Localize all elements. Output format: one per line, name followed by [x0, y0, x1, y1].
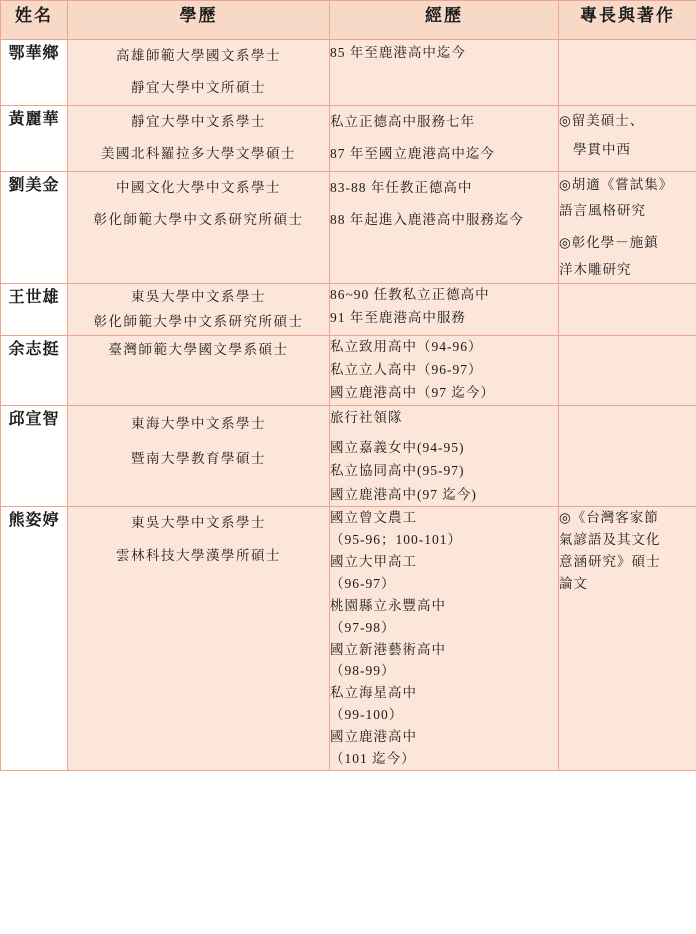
- experience-line: 私立正德高中服務七年: [330, 113, 475, 129]
- education-line: 臺灣師範大學國文學系碩士: [108, 342, 289, 358]
- cell-education: [68, 105, 330, 171]
- table-row: [1, 171, 696, 283]
- experience-line: 私立海星高中: [330, 685, 417, 701]
- cell-name: 邱宣智: [1, 405, 68, 507]
- experience-line: 私立立人高中（96-97）: [330, 362, 483, 378]
- table-header-row: [1, 1, 696, 40]
- experience-line: （96-97）: [330, 575, 396, 591]
- experience-line: （95-96；100-101）: [330, 532, 462, 548]
- experience-line: 88 年起進入鹿港高中服務迄今: [330, 211, 524, 227]
- cell-experience: [330, 283, 559, 335]
- experience-line: 85 年至鹿港高中迄今: [330, 45, 466, 60]
- specialty-line: 洋木雕研究: [559, 261, 632, 277]
- education-line: 靜宜大學中文系學士: [131, 113, 266, 129]
- cell-experience: [330, 405, 559, 507]
- experience-line: 旅行社領隊: [330, 409, 403, 425]
- education-line: 彰化師範大學中文系研究所碩士: [93, 211, 304, 227]
- cell-name: 王世雄: [1, 283, 68, 335]
- cell-name: 鄂華鄉: [1, 40, 68, 106]
- cell-specialty: [559, 171, 696, 283]
- education-line: 東吳大學中文系學士: [131, 515, 266, 531]
- education-line: 靜宜大學中文所碩士: [131, 80, 266, 96]
- table-row: [1, 283, 696, 335]
- education-line: 東吳大學中文系學士: [131, 288, 266, 304]
- experience-line: 國立鹿港高中(97 迄今): [330, 486, 477, 502]
- specialty-line: ◎留美碩士、: [559, 112, 645, 128]
- experience-line: 國立新港藝術高中: [330, 641, 446, 657]
- experience-line: 91 年至鹿港高中服務: [330, 309, 466, 325]
- cell-experience: [330, 507, 559, 770]
- cell-education: [68, 405, 330, 507]
- cell-experience: [330, 336, 559, 406]
- specialty-line: 語言風格研究: [559, 202, 646, 218]
- specialty-line: 氣諺語及其文化: [559, 532, 661, 548]
- column-header-name: 姓名: [1, 1, 68, 40]
- cell-specialty: [559, 507, 696, 770]
- specialty-line: 意涵研究》碩士: [559, 554, 661, 570]
- specialty-line: 學貫中西: [573, 142, 631, 158]
- table-row: [1, 336, 696, 406]
- cell-specialty: [559, 405, 696, 507]
- experience-line: 國立鹿港高中（97 迄今）: [330, 384, 495, 400]
- table-header: [1, 1, 696, 40]
- education-line: 高雄師範大學國文系學士: [116, 48, 281, 63]
- experience-line: 私立協同高中(95-97): [330, 463, 465, 479]
- cell-education: [68, 40, 330, 106]
- cell-name: 余志挺: [1, 336, 68, 406]
- experience-line: 桃園縣立永豐高中: [330, 597, 446, 613]
- experience-line: （99-100）: [330, 707, 404, 723]
- education-line: 雲林科技大學漢學所碩士: [116, 547, 281, 563]
- cell-education: [68, 336, 330, 406]
- experience-line: 83-88 年任教正德高中: [330, 179, 473, 195]
- column-header-specialty: 專長與著作: [559, 1, 696, 40]
- cell-experience: [330, 105, 559, 171]
- education-line: 東海大學中文系學士: [131, 415, 266, 431]
- specialty-line: 論文: [559, 575, 588, 591]
- cell-experience: [330, 40, 559, 106]
- cell-specialty: [559, 105, 696, 171]
- cell-name: 熊姿婷: [1, 507, 68, 770]
- experience-line: 國立曾文農工: [330, 510, 417, 526]
- experience-line: （97-98）: [330, 619, 396, 635]
- table-row: [1, 105, 696, 171]
- cell-education: [68, 283, 330, 335]
- education-line: 中國文化大學中文系學士: [116, 179, 281, 195]
- education-line: 暨南大學教育學碩士: [131, 451, 266, 466]
- table-row: [1, 507, 696, 770]
- experience-line: 86~90 任教私立正德高中: [330, 286, 490, 302]
- education-line: 美國北科羅拉多大學文學碩士: [101, 146, 296, 162]
- cell-name: 劉美金: [1, 171, 68, 283]
- specialty-line: ◎胡適《嘗試集》: [559, 176, 674, 192]
- experience-line: 國立嘉義女中(94-95): [330, 439, 465, 455]
- table-row: [1, 40, 696, 106]
- cell-specialty: [559, 336, 696, 406]
- cell-name: 黃麗華: [1, 105, 68, 171]
- table-row: [1, 405, 696, 507]
- experience-line: 87 年至國立鹿港高中迄今: [330, 146, 495, 162]
- specialty-line: ◎《台灣客家節: [559, 510, 659, 526]
- cell-education: [68, 507, 330, 770]
- education-line: 彰化師範大學中文系研究所碩士: [93, 314, 304, 330]
- specialty-line: ◎彰化學－施鎮: [559, 235, 659, 251]
- cell-specialty: [559, 40, 696, 106]
- cell-experience: [330, 171, 559, 283]
- column-header-education: 學歷: [68, 1, 330, 40]
- experience-line: （101 迄今）: [330, 750, 416, 766]
- cell-specialty: [559, 283, 696, 335]
- experience-line: （98-99）: [330, 663, 396, 679]
- experience-line: 國立大甲高工: [330, 554, 417, 570]
- column-header-experience: 經歷: [330, 1, 559, 40]
- experience-line: 國立鹿港高中: [330, 729, 417, 744]
- cell-education: [68, 171, 330, 283]
- experience-line: 私立致用高中（94-96）: [330, 339, 483, 355]
- table-body: [1, 40, 696, 771]
